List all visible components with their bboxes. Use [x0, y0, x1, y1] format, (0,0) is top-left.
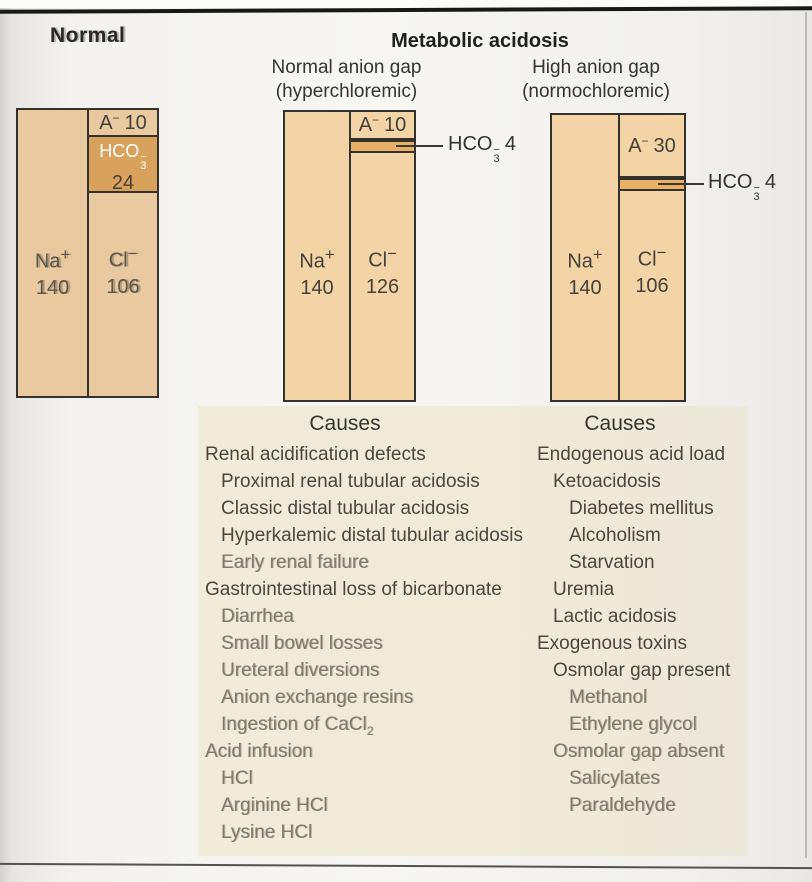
normal-anion-gap-header [243, 56, 450, 104]
anion-gap-label: A− 10 [99, 110, 147, 134]
high-anion-gap-header-line1: High anion gap [532, 57, 660, 78]
hyperchloremic-anion-bar [349, 110, 416, 402]
cause-item: Early renal failure [221, 552, 369, 573]
causes-header-right: Causes [584, 412, 656, 435]
bicarbonate-pointer-line [658, 183, 704, 185]
bicarbonate-callout: HCO − 3 4 [708, 171, 777, 203]
chloride-symbol: Cl− [368, 244, 397, 272]
bicarbonate-pointer-line [396, 145, 443, 147]
cause-item: Diabetes mellitus [569, 498, 714, 519]
sodium-value: 140 [300, 276, 334, 299]
anion-gap-segment [351, 112, 414, 140]
figure-title: Metabolic acidosis [391, 30, 569, 52]
normal-column-title: Normal [50, 24, 126, 47]
cause-item: Diarrhea [221, 606, 294, 627]
sodium-label [285, 112, 349, 301]
sodium-symbol: Na+ [567, 245, 603, 273]
cause-item: Lysine HCl [221, 822, 313, 843]
chloride-value: 106 [106, 275, 140, 298]
cause-item: Osmolar gap present [553, 660, 731, 681]
high-anion-gap-header-line2: (normochloremic) [522, 81, 670, 102]
page-edge-line [805, 12, 807, 858]
anion-gap-label: A− 30 [628, 133, 676, 157]
cause-item: Small bowel losses [221, 633, 383, 654]
chloride-label [620, 191, 684, 299]
bicarbonate-callout: HCO − 3 4 [448, 133, 517, 165]
chloride-segment [351, 153, 414, 400]
cause-item: Endogenous acid load [537, 444, 726, 465]
chloride-symbol: Cl− [108, 244, 138, 272]
cause-item: Hyperkalemic distal tubular acidosis [221, 525, 524, 546]
sodium-value: 140 [568, 276, 602, 299]
cause-item: Classic distal tubular acidosis [221, 498, 470, 519]
normal-bicarbonate-segment [89, 137, 157, 193]
normal-anion-gap-segment [89, 110, 157, 137]
cause-item: Acid infusion [205, 741, 313, 762]
chloride-value: 106 [635, 274, 669, 297]
cause-item: Ingestion of CaCl$_2$ [221, 714, 374, 738]
high-anion-gap-header [491, 56, 701, 104]
causes-list-normal-gap [205, 441, 550, 846]
causes-list-high-gap [537, 441, 752, 819]
cause-item: Ethylene glycol [569, 714, 697, 735]
cause-item: Paraldehyde [569, 795, 676, 816]
normal-anion-gap-header-line2: (hyperchloremic) [275, 81, 418, 102]
sodium-symbol: Na+ [299, 245, 335, 273]
normochloremic-cation-bar [550, 113, 620, 402]
normochloremic-anion-bar [618, 113, 686, 402]
anion-gap-segment [620, 115, 684, 178]
chloride-value: 126 [365, 275, 400, 298]
cause-item: Arginine HCl [221, 795, 328, 816]
cause-item: Anion exchange resins [221, 687, 414, 708]
chloride-symbol: Cl− [637, 243, 667, 271]
chloride-segment [620, 191, 684, 400]
cause-item: Ureteral diversions [221, 660, 380, 681]
cause-item: Lactic acidosis [553, 606, 677, 627]
normal-anion-bar [87, 108, 159, 398]
bicarbonate-value: 24 [111, 172, 135, 194]
normal-cation-bar [16, 108, 89, 398]
normal-chloride-segment [89, 193, 157, 396]
cause-item: Gastrointestinal loss of bicarbonate [205, 579, 502, 600]
sodium-label [552, 115, 618, 301]
chloride-label [351, 153, 414, 300]
cause-item: Starvation [569, 552, 655, 573]
bicarbonate-symbol: HCO − 3 [99, 141, 147, 172]
anion-gap-label: A− 10 [358, 113, 407, 136]
normal-anion-gap-header-line1: Normal anion gap [271, 57, 422, 78]
sodium-symbol: Na+ [34, 245, 71, 273]
causes-header-left: Causes [309, 412, 381, 435]
cause-item: Exogenous toxins [537, 633, 687, 654]
sodium-value: 140 [35, 276, 70, 299]
cause-item: Alcoholism [569, 525, 661, 546]
cause-item: Uremia [553, 579, 615, 600]
chloride-label [89, 193, 157, 300]
hyperchloremic-cation-bar [283, 110, 351, 402]
cause-item: HCl [221, 768, 253, 789]
cause-item: Salicylates [569, 768, 660, 789]
cause-item: Proximal renal tubular acidosis [221, 471, 480, 492]
bottom-rule [0, 863, 812, 869]
cause-item: Renal acidification defects [205, 444, 426, 465]
sodium-label [18, 110, 87, 301]
cause-item: Methanol [569, 687, 648, 708]
cause-item: Osmolar gap absent [553, 741, 725, 762]
cause-item: Ketoacidosis [553, 471, 661, 492]
